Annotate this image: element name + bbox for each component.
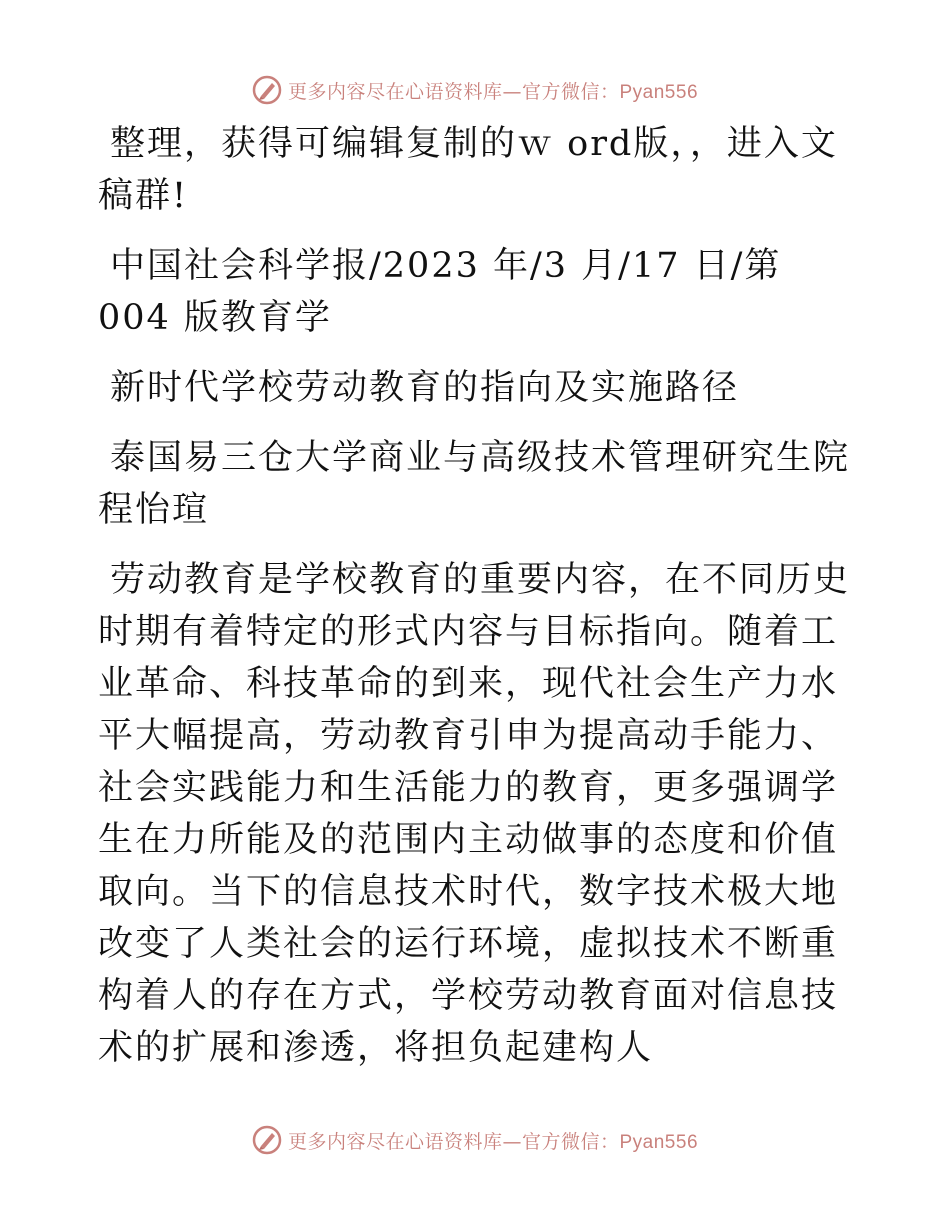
intro-paragraph: 整理，获得可编辑复制的ｗ ord版，，进入文稿群! — [98, 124, 838, 216]
article-title: 新时代学校劳动教育的指向及实施路径 — [110, 368, 740, 408]
body-paragraph: 劳动教育是学校教育的重要内容，在不同历史时期有着特定的形式内容与目标指向。随着工业革命、科技革命的到来，现代社会生产力水平大幅提高，劳动教育引申为提高动手能力、社会实践能力和生活能力的教育，更多强调学生在力所能及的范围内主动做事的态度和价值取向。当下的信息技术时代，数字技术极大地改变了人类社会的运行环境，虚拟技术不断重构着人的存在方式，学校劳动教育面对信息技术的扩展和渗透，将担负起建构人 — [98, 560, 851, 1068]
watermark-text: 更多内容尽在心语资料库—官方微信：Pyan556 — [287, 1130, 699, 1153]
pen-logo-icon — [252, 1125, 282, 1155]
watermark-text: 更多内容尽在心语资料库—官方微信：Pyan556 — [287, 80, 699, 103]
document-body — [98, 118, 858, 1074]
pen-logo-icon — [252, 75, 282, 105]
source-line: 中国社会科学报/2023 年/3 月/17 日/第 004 版教育学 — [98, 246, 782, 338]
footer-watermark — [0, 1122, 950, 1158]
header-watermark — [0, 72, 950, 108]
author-line: 泰国易三仓大学商业与高级技术管理研究生院 程怡瑄 — [98, 438, 851, 530]
